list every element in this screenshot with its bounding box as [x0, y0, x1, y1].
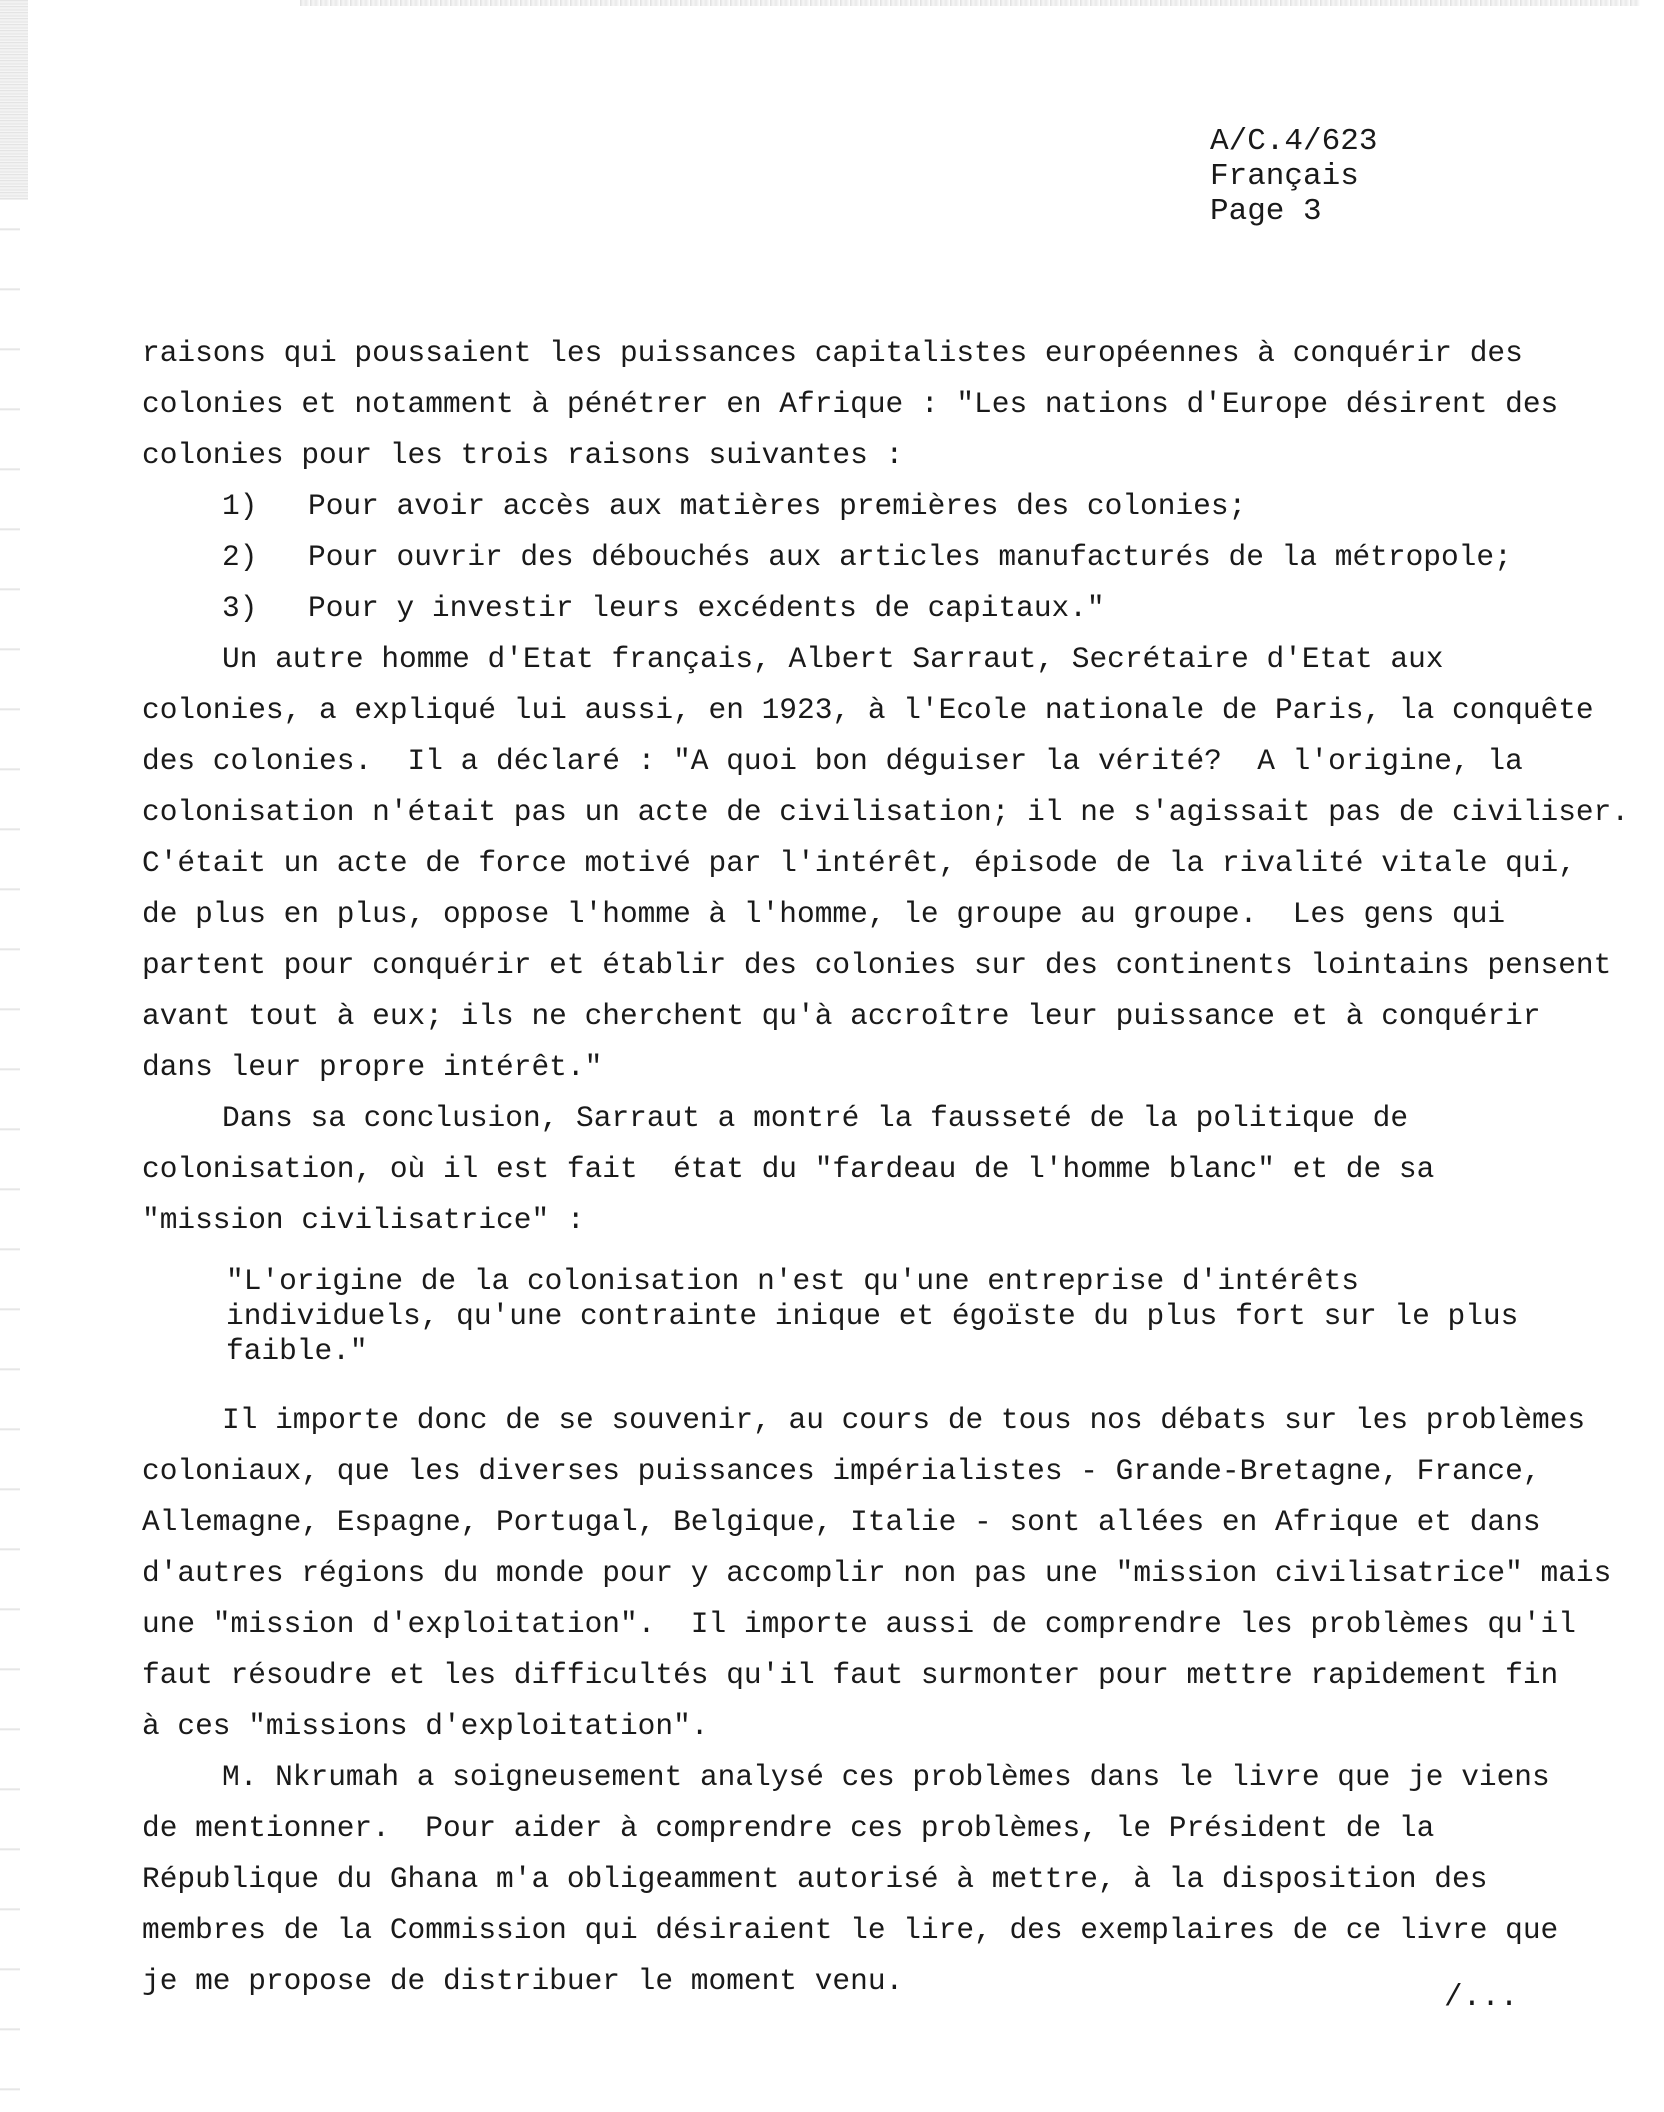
numbered-list — [142, 481, 1552, 634]
text-line: dans leur propre intérêt." — [142, 1050, 603, 1084]
text-line: colonies, a expliqué lui aussi, en 1923, à l'Ecole nationale de Paris, la conquête — [142, 693, 1594, 727]
text-line: coloniaux, que les diverses puissances impérialistes - Grande-Bretagne, France, — [142, 1454, 1541, 1488]
list-item — [142, 481, 1552, 532]
document-body — [142, 328, 1630, 2007]
paragraph — [142, 1395, 1612, 1752]
block-quote — [142, 1264, 1552, 1369]
scan-artifact — [0, 200, 20, 2100]
paragraph — [142, 634, 1630, 1093]
list-text: Pour avoir accès aux matières premières des colonies; — [308, 489, 1247, 523]
list-number: 3) — [222, 591, 258, 625]
paragraph — [142, 328, 1559, 481]
page-number: Page 3 — [1210, 194, 1322, 229]
document-language: Français — [1210, 159, 1359, 194]
continuation-mark: /... — [1444, 1980, 1519, 2015]
paragraph — [142, 1093, 1552, 1246]
document-symbol: A/C.4/623 — [1210, 124, 1378, 159]
document-header — [1210, 124, 1377, 229]
text-line: M. Nkrumah a soigneusement analysé ces problèmes dans le livre que je viens — [222, 1760, 1550, 1794]
text-line: des colonies. Il a déclaré : "A quoi bon déguiser la vérité? A l'origine, la — [142, 744, 1523, 778]
paragraph — [142, 1752, 1559, 2007]
scan-artifact — [0, 0, 28, 200]
list-text: Pour y investir leurs excédents de capitaux." — [308, 591, 1105, 625]
quote-line: individuels, qu'une contrainte inique et égoïste du plus fort sur le plus — [226, 1299, 1519, 1333]
list-text: Pour ouvrir des débouchés aux articles manufacturés de la métropole; — [308, 540, 1512, 574]
quote-line: faible." — [226, 1334, 368, 1368]
text-line: de plus en plus, oppose l'homme à l'homme, le groupe au groupe. Les gens qui — [142, 897, 1506, 931]
scan-artifact — [300, 0, 1640, 6]
text-line: avant tout à eux; ils ne cherchent qu'à accroître leur puissance et à conquérir — [142, 999, 1541, 1033]
text-line: faut résoudre et les difficultés qu'il faut surmonter pour mettre rapidement fin — [142, 1658, 1559, 1692]
text-line: partent pour conquérir et établir des colonies sur des continents lointains pensent — [142, 948, 1612, 982]
text-line: de mentionner. Pour aider à comprendre ces problèmes, le Président de la — [142, 1811, 1435, 1845]
text-line: C'était un acte de force motivé par l'intérêt, épisode de la rivalité vitale qui, — [142, 846, 1576, 880]
text-line: Allemagne, Espagne, Portugal, Belgique, Italie - sont allées en Afrique et dans — [142, 1505, 1541, 1539]
text-line: colonies pour les trois raisons suivantes : — [142, 438, 904, 472]
text-line: colonies et notamment à pénétrer en Afrique : "Les nations d'Europe désirent des — [142, 387, 1559, 421]
quote-line: "L'origine de la colonisation n'est qu'une entreprise d'intérêts — [226, 1264, 1359, 1298]
text-line: membres de la Commission qui désiraient le lire, des exemplaires de ce livre que — [142, 1913, 1559, 1947]
text-line: d'autres régions du monde pour y accomplir non pas une "mission civilisatrice" mais — [142, 1556, 1612, 1590]
text-line: colonisation, où il est fait état du "fardeau de l'homme blanc" et de sa — [142, 1152, 1435, 1186]
text-line: colonisation n'était pas un acte de civilisation; il ne s'agissait pas de civiliser. — [142, 795, 1630, 829]
text-line: Dans sa conclusion, Sarraut a montré la fausseté de la politique de — [222, 1101, 1409, 1135]
text-line: République du Ghana m'a obligeamment autorisé à mettre, à la disposition des — [142, 1862, 1488, 1896]
text-line: raisons qui poussaient les puissances capitalistes européennes à conquérir des — [142, 336, 1523, 370]
text-line: je me propose de distribuer le moment venu. — [142, 1964, 904, 1998]
list-number: 2) — [222, 540, 258, 574]
text-line: une "mission d'exploitation". Il importe aussi de comprendre les problèmes qu'il — [142, 1607, 1576, 1641]
text-line: "mission civilisatrice" : — [142, 1203, 585, 1237]
list-item — [142, 583, 1552, 634]
text-line: à ces "missions d'exploitation". — [142, 1709, 709, 1743]
list-number: 1) — [222, 489, 258, 523]
text-line: Il importe donc de se souvenir, au cours de tous nos débats sur les problèmes — [222, 1403, 1586, 1437]
list-item — [142, 532, 1552, 583]
text-line: Un autre homme d'Etat français, Albert Sarraut, Secrétaire d'Etat aux — [222, 642, 1444, 676]
